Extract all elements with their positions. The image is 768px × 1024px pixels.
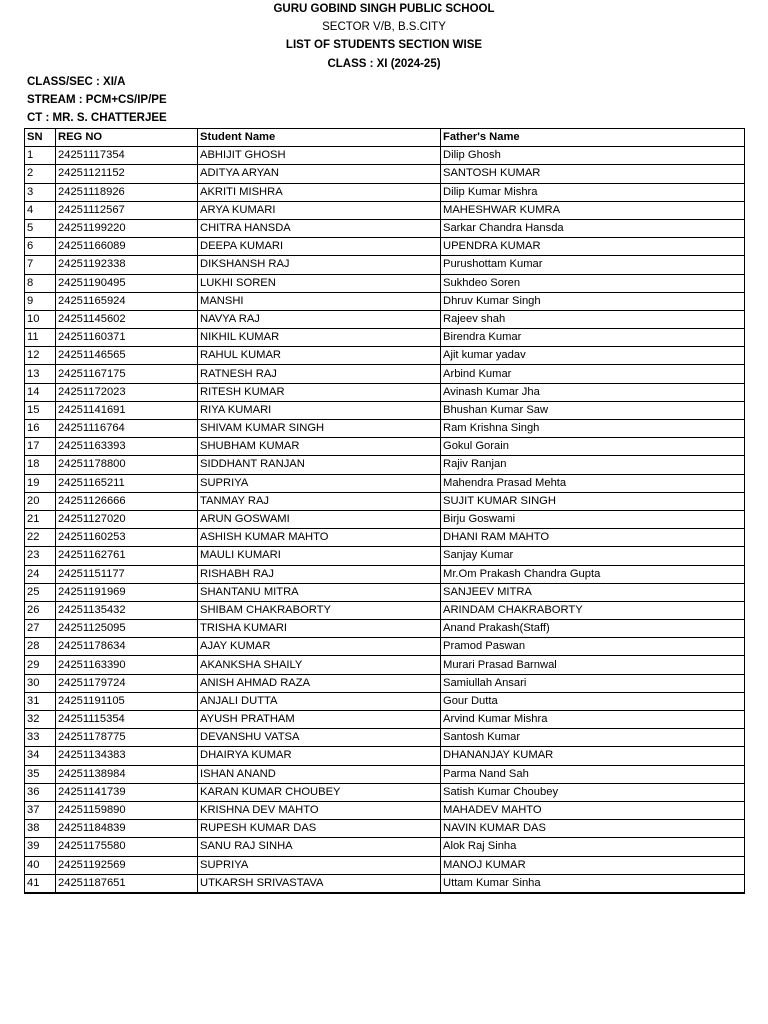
cell-sn: 22 <box>25 529 56 547</box>
table-row <box>25 438 745 456</box>
table-row <box>25 638 745 656</box>
cell-reg-no: 24251191105 <box>56 692 198 710</box>
table-row <box>25 201 745 219</box>
cell-father-name: Anand Prakash(Staff) <box>441 620 745 638</box>
cell-reg-no: 24251160253 <box>56 529 198 547</box>
cell-sn: 40 <box>25 856 56 874</box>
cell-reg-no: 24251112567 <box>56 201 198 219</box>
cell-father-name: Gokul Gorain <box>441 438 745 456</box>
cell-sn: 16 <box>25 420 56 438</box>
cell-father-name: Rajiv Ranjan <box>441 456 745 474</box>
table-row <box>25 238 745 256</box>
cell-student-name: LUKHI SOREN <box>198 274 441 292</box>
table-row <box>25 274 745 292</box>
cell-sn: 2 <box>25 165 56 183</box>
cell-student-name: ANISH AHMAD RAZA <box>198 674 441 692</box>
table-row <box>25 365 745 383</box>
cell-father-name: Dilip Kumar Mishra <box>441 183 745 201</box>
cell-student-name: AJAY KUMAR <box>198 638 441 656</box>
cell-student-name: SHIVAM KUMAR SINGH <box>198 420 441 438</box>
cell-reg-no: 24251184839 <box>56 820 198 838</box>
cell-reg-no: 24251172023 <box>56 383 198 401</box>
cell-father-name: SUJIT KUMAR SINGH <box>441 492 745 510</box>
table-row <box>25 492 745 510</box>
cell-sn: 5 <box>25 219 56 237</box>
table-row <box>25 474 745 492</box>
table-row <box>25 747 745 765</box>
cell-reg-no: 24251178800 <box>56 456 198 474</box>
cell-student-name: ADITYA ARYAN <box>198 165 441 183</box>
cell-sn: 34 <box>25 747 56 765</box>
class-section: CLASS/SEC : XI/A <box>27 76 126 88</box>
cell-student-name: RAHUL KUMAR <box>198 347 441 365</box>
cell-reg-no: 24251145602 <box>56 310 198 328</box>
stream: STREAM : PCM+CS/IP/PE <box>27 94 167 107</box>
document-title: LIST OF STUDENTS SECTION WISE <box>285 39 483 52</box>
table-row <box>25 565 745 583</box>
cell-sn: 31 <box>25 692 56 710</box>
cell-student-name: AKRITI MISHRA <box>198 183 441 201</box>
cell-student-name: SHUBHAM KUMAR <box>198 438 441 456</box>
cell-sn: 4 <box>25 201 56 219</box>
cell-student-name: ANJALI DUTTA <box>198 692 441 710</box>
cell-father-name: DHANI RAM MAHTO <box>441 529 745 547</box>
school-address: SECTOR V/B, B.S.CITY <box>322 21 446 34</box>
table-row <box>25 401 745 419</box>
cell-reg-no: 24251125095 <box>56 620 198 638</box>
cell-reg-no: 24251135432 <box>56 601 198 619</box>
cell-student-name: ASHISH KUMAR MAHTO <box>198 529 441 547</box>
table-row <box>25 347 745 365</box>
cell-reg-no: 24251159890 <box>56 801 198 819</box>
cell-reg-no: 24251163390 <box>56 656 198 674</box>
cell-student-name: TRISHA KUMARI <box>198 620 441 638</box>
cell-student-name: RITESH KUMAR <box>198 383 441 401</box>
cell-student-name: DIKSHANSH RAJ <box>198 256 441 274</box>
cell-sn: 24 <box>25 565 56 583</box>
cell-reg-no: 24251165924 <box>56 292 198 310</box>
cell-reg-no: 24251141691 <box>56 401 198 419</box>
column-header-student-name: Student Name <box>198 129 441 147</box>
cell-father-name: Ajit kumar yadav <box>441 347 745 365</box>
column-header-reg-no: REG NO <box>56 129 198 147</box>
cell-reg-no: 24251126666 <box>56 492 198 510</box>
table-body <box>25 147 745 893</box>
cell-student-name: NIKHIL KUMAR <box>198 329 441 347</box>
cell-father-name: Ram Krishna Singh <box>441 420 745 438</box>
cell-reg-no: 24251165211 <box>56 474 198 492</box>
cell-reg-no: 24251163393 <box>56 438 198 456</box>
cell-student-name: RIYA KUMARI <box>198 401 441 419</box>
cell-reg-no: 24251118926 <box>56 183 198 201</box>
cell-father-name: Birju Goswami <box>441 510 745 528</box>
cell-father-name: SANTOSH KUMAR <box>441 165 745 183</box>
cell-father-name: Birendra Kumar <box>441 329 745 347</box>
cell-sn: 20 <box>25 492 56 510</box>
cell-student-name: UTKARSH SRIVASTAVA <box>198 874 441 893</box>
cell-father-name: Murari Prasad Barnwal <box>441 656 745 674</box>
cell-sn: 26 <box>25 601 56 619</box>
cell-father-name: MAHADEV MAHTO <box>441 801 745 819</box>
table-row <box>25 165 745 183</box>
cell-sn: 37 <box>25 801 56 819</box>
class-meta <box>27 73 167 128</box>
cell-sn: 14 <box>25 383 56 401</box>
table-row <box>25 547 745 565</box>
cell-student-name: MANSHI <box>198 292 441 310</box>
cell-student-name: KRISHNA DEV MAHTO <box>198 801 441 819</box>
cell-reg-no: 24251178634 <box>56 638 198 656</box>
table-row <box>25 692 745 710</box>
table-row <box>25 583 745 601</box>
cell-student-name: NAVYA RAJ <box>198 310 441 328</box>
cell-reg-no: 24251167175 <box>56 365 198 383</box>
cell-sn: 3 <box>25 183 56 201</box>
table-row <box>25 420 745 438</box>
cell-father-name: Pramod Paswan <box>441 638 745 656</box>
cell-father-name: Santosh Kumar <box>441 729 745 747</box>
cell-father-name: NAVIN KUMAR DAS <box>441 820 745 838</box>
cell-father-name: Samiullah Ansari <box>441 674 745 692</box>
cell-sn: 35 <box>25 765 56 783</box>
table-row <box>25 601 745 619</box>
cell-father-name: DHANANJAY KUMAR <box>441 747 745 765</box>
cell-student-name: RUPESH KUMAR DAS <box>198 820 441 838</box>
cell-sn: 33 <box>25 729 56 747</box>
cell-father-name: Avinash Kumar Jha <box>441 383 745 401</box>
cell-student-name: SIDDHANT RANJAN <box>198 456 441 474</box>
table-row <box>25 729 745 747</box>
table-row <box>25 183 745 201</box>
cell-reg-no: 24251146565 <box>56 347 198 365</box>
cell-father-name: Sanjay Kumar <box>441 547 745 565</box>
cell-sn: 19 <box>25 474 56 492</box>
cell-sn: 9 <box>25 292 56 310</box>
cell-reg-no: 24251141739 <box>56 783 198 801</box>
class-session: CLASS : XI (2024-25) <box>327 57 441 70</box>
cell-student-name: DEVANSHU VATSA <box>198 729 441 747</box>
table-row <box>25 674 745 692</box>
cell-sn: 21 <box>25 510 56 528</box>
class-teacher: CT : MR. S. CHATTERJEE <box>27 112 167 125</box>
table-row <box>25 838 745 856</box>
cell-father-name: Mr.Om Prakash Chandra Gupta <box>441 565 745 583</box>
cell-student-name: AYUSH PRATHAM <box>198 711 441 729</box>
cell-reg-no: 24251115354 <box>56 711 198 729</box>
cell-father-name: MANOJ KUMAR <box>441 856 745 874</box>
cell-sn: 28 <box>25 638 56 656</box>
cell-father-name: ARINDAM CHAKRABORTY <box>441 601 745 619</box>
cell-reg-no: 24251178775 <box>56 729 198 747</box>
table-row <box>25 656 745 674</box>
cell-reg-no: 24251121152 <box>56 165 198 183</box>
cell-sn: 6 <box>25 238 56 256</box>
cell-father-name: Arbind Kumar <box>441 365 745 383</box>
cell-father-name: Bhushan Kumar Saw <box>441 401 745 419</box>
table-row <box>25 292 745 310</box>
cell-reg-no: 24251162761 <box>56 547 198 565</box>
cell-reg-no: 24251138984 <box>56 765 198 783</box>
cell-reg-no: 24251191969 <box>56 583 198 601</box>
cell-student-name: SHANTANU MITRA <box>198 583 441 601</box>
cell-reg-no: 24251151177 <box>56 565 198 583</box>
cell-student-name: AKANKSHA SHAILY <box>198 656 441 674</box>
cell-student-name: ARUN GOSWAMI <box>198 510 441 528</box>
cell-sn: 10 <box>25 310 56 328</box>
cell-student-name: CHITRA HANSDA <box>198 219 441 237</box>
cell-sn: 7 <box>25 256 56 274</box>
school-name: GURU GOBIND SINGH PUBLIC SCHOOL <box>273 3 495 15</box>
cell-sn: 27 <box>25 620 56 638</box>
table-row <box>25 765 745 783</box>
cell-sn: 41 <box>25 874 56 893</box>
table-row <box>25 219 745 237</box>
cell-father-name: Sukhdeo Soren <box>441 274 745 292</box>
cell-student-name: KARAN KUMAR CHOUBEY <box>198 783 441 801</box>
cell-sn: 15 <box>25 401 56 419</box>
cell-student-name: RISHABH RAJ <box>198 565 441 583</box>
table-header-row <box>25 129 745 147</box>
table-row <box>25 329 745 347</box>
table-row <box>25 383 745 401</box>
cell-sn: 29 <box>25 656 56 674</box>
cell-student-name: DHAIRYA KUMAR <box>198 747 441 765</box>
cell-sn: 17 <box>25 438 56 456</box>
cell-student-name: SANU RAJ SINHA <box>198 838 441 856</box>
table-row <box>25 620 745 638</box>
cell-sn: 39 <box>25 838 56 856</box>
column-header-father-name: Father's Name <box>441 129 745 147</box>
cell-student-name: RATNESH RAJ <box>198 365 441 383</box>
cell-student-name: SUPRIYA <box>198 856 441 874</box>
cell-father-name: Parma Nand Sah <box>441 765 745 783</box>
cell-sn: 36 <box>25 783 56 801</box>
cell-sn: 12 <box>25 347 56 365</box>
cell-reg-no: 24251116764 <box>56 420 198 438</box>
cell-student-name: SHIBAM CHAKRABORTY <box>198 601 441 619</box>
table-row <box>25 801 745 819</box>
cell-father-name: Dhruv Kumar Singh <box>441 292 745 310</box>
cell-father-name: Gour Dutta <box>441 692 745 710</box>
cell-reg-no: 24251166089 <box>56 238 198 256</box>
cell-reg-no: 24251192338 <box>56 256 198 274</box>
cell-reg-no: 24251187651 <box>56 874 198 893</box>
cell-father-name: Purushottam Kumar <box>441 256 745 274</box>
cell-sn: 23 <box>25 547 56 565</box>
cell-father-name: Arvind Kumar Mishra <box>441 711 745 729</box>
table-row <box>25 256 745 274</box>
cell-student-name: DEEPA KUMARI <box>198 238 441 256</box>
cell-father-name: Mahendra Prasad Mehta <box>441 474 745 492</box>
cell-reg-no: 24251175580 <box>56 838 198 856</box>
cell-sn: 11 <box>25 329 56 347</box>
table-row <box>25 456 745 474</box>
cell-father-name: Alok Raj Sinha <box>441 838 745 856</box>
cell-sn: 8 <box>25 274 56 292</box>
cell-father-name: UPENDRA KUMAR <box>441 238 745 256</box>
cell-reg-no: 24251127020 <box>56 510 198 528</box>
cell-reg-no: 24251134383 <box>56 747 198 765</box>
cell-sn: 32 <box>25 711 56 729</box>
table-row <box>25 783 745 801</box>
document-header <box>0 0 768 73</box>
table-row <box>25 874 745 893</box>
cell-reg-no: 24251160371 <box>56 329 198 347</box>
cell-father-name: Sarkar Chandra Hansda <box>441 219 745 237</box>
student-table <box>24 128 745 894</box>
table-row <box>25 147 745 165</box>
table-row <box>25 820 745 838</box>
table-row <box>25 856 745 874</box>
cell-student-name: MAULI KUMARI <box>198 547 441 565</box>
table-row <box>25 529 745 547</box>
cell-father-name: Rajeev shah <box>441 310 745 328</box>
table-row <box>25 510 745 528</box>
cell-father-name: MAHESHWAR KUMRA <box>441 201 745 219</box>
cell-sn: 1 <box>25 147 56 165</box>
cell-father-name: SANJEEV MITRA <box>441 583 745 601</box>
cell-student-name: ISHAN ANAND <box>198 765 441 783</box>
cell-sn: 30 <box>25 674 56 692</box>
cell-reg-no: 24251192569 <box>56 856 198 874</box>
cell-sn: 18 <box>25 456 56 474</box>
column-header-sn: SN <box>25 129 56 147</box>
cell-sn: 38 <box>25 820 56 838</box>
cell-reg-no: 24251117354 <box>56 147 198 165</box>
table-row <box>25 310 745 328</box>
cell-father-name: Uttam Kumar Sinha <box>441 874 745 893</box>
cell-student-name: SUPRIYA <box>198 474 441 492</box>
cell-student-name: ARYA KUMARI <box>198 201 441 219</box>
cell-reg-no: 24251190495 <box>56 274 198 292</box>
cell-student-name: ABHIJIT GHOSH <box>198 147 441 165</box>
cell-father-name: Satish Kumar Choubey <box>441 783 745 801</box>
cell-reg-no: 24251179724 <box>56 674 198 692</box>
table-row <box>25 711 745 729</box>
cell-sn: 13 <box>25 365 56 383</box>
cell-reg-no: 24251199220 <box>56 219 198 237</box>
cell-sn: 25 <box>25 583 56 601</box>
cell-student-name: TANMAY RAJ <box>198 492 441 510</box>
cell-father-name: Dilip Ghosh <box>441 147 745 165</box>
